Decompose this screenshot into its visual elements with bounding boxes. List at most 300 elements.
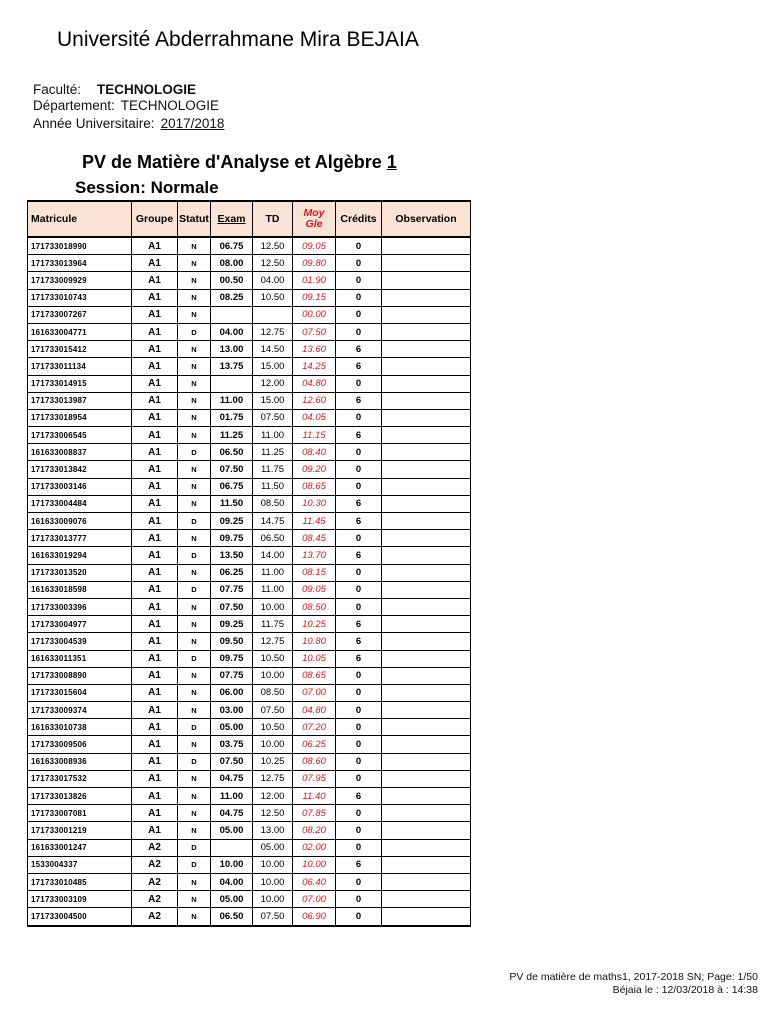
- table-row: [28, 547, 471, 564]
- year-line: [33, 116, 224, 131]
- table-row: [28, 495, 471, 512]
- cell-moy: 12.60: [293, 392, 336, 409]
- cell-moy: 11.45: [293, 513, 336, 530]
- cell-exam: 05.00: [211, 822, 253, 839]
- cell-statut: N: [178, 358, 211, 375]
- cell-credits: 0: [336, 255, 382, 272]
- cell-matricule: 171733013964: [28, 255, 132, 272]
- cell-exam: 01.75: [211, 409, 253, 426]
- cell-exam: 09.25: [211, 616, 253, 633]
- cell-td: [253, 306, 293, 323]
- cell-matricule: 1533004337: [28, 856, 132, 873]
- table-row: [28, 375, 471, 392]
- cell-statut: N: [178, 702, 211, 719]
- cell-matricule: 171733013987: [28, 392, 132, 409]
- cell-observation: [382, 684, 471, 701]
- cell-td: 14.50: [253, 341, 293, 358]
- cell-matricule: 171733015412: [28, 341, 132, 358]
- cell-td: 13.00: [253, 822, 293, 839]
- cell-statut: D: [178, 547, 211, 564]
- table-row: [28, 805, 471, 822]
- cell-matricule: 171733003146: [28, 478, 132, 495]
- cell-groupe: A1: [132, 513, 178, 530]
- cell-moy: 09.80: [293, 255, 336, 272]
- cell-observation: [382, 289, 471, 306]
- cell-credits: 0: [336, 873, 382, 890]
- table-row: [28, 444, 471, 461]
- cell-groupe: A1: [132, 237, 178, 255]
- cell-matricule: 171733010743: [28, 289, 132, 306]
- cell-groupe: A1: [132, 736, 178, 753]
- cell-observation: [382, 736, 471, 753]
- cell-moy: 09.05: [293, 581, 336, 598]
- cell-td: 12.50: [253, 237, 293, 255]
- cell-moy: 08.60: [293, 753, 336, 770]
- cell-credits: 0: [336, 770, 382, 787]
- table-header-row: [28, 201, 471, 237]
- cell-matricule: 161633008837: [28, 444, 132, 461]
- cell-credits: 0: [336, 684, 382, 701]
- table-row: [28, 306, 471, 323]
- table-row: [28, 289, 471, 306]
- cell-groupe: A1: [132, 358, 178, 375]
- cell-groupe: A1: [132, 392, 178, 409]
- table-row: [28, 237, 471, 255]
- column-header-statut: Statut: [178, 201, 211, 237]
- cell-groupe: A1: [132, 753, 178, 770]
- cell-groupe: A1: [132, 598, 178, 615]
- cell-td: 07.50: [253, 409, 293, 426]
- cell-observation: [382, 667, 471, 684]
- cell-credits: 0: [336, 237, 382, 255]
- cell-groupe: A1: [132, 461, 178, 478]
- cell-statut: N: [178, 805, 211, 822]
- cell-observation: [382, 805, 471, 822]
- cell-groupe: A1: [132, 375, 178, 392]
- cell-moy: 02.00: [293, 839, 336, 856]
- cell-statut: D: [178, 444, 211, 461]
- table-row: [28, 272, 471, 289]
- cell-matricule: 171733003109: [28, 891, 132, 908]
- cell-credits: 0: [336, 805, 382, 822]
- cell-exam: 07.75: [211, 581, 253, 598]
- cell-credits: 0: [336, 822, 382, 839]
- cell-observation: [382, 839, 471, 856]
- cell-statut: N: [178, 530, 211, 547]
- column-header-moy-line1: Moy: [303, 207, 325, 219]
- cell-exam: 09.75: [211, 530, 253, 547]
- cell-statut: N: [178, 289, 211, 306]
- cell-observation: [382, 856, 471, 873]
- cell-groupe: A1: [132, 616, 178, 633]
- cell-groupe: A2: [132, 856, 178, 873]
- cell-credits: 0: [336, 891, 382, 908]
- cell-statut: N: [178, 908, 211, 926]
- cell-credits: 0: [336, 564, 382, 581]
- pv-title-text: PV de Matière d'Analyse et Algèbre: [82, 152, 382, 172]
- cell-credits: 0: [336, 667, 382, 684]
- table-row: [28, 358, 471, 375]
- cell-statut: D: [178, 856, 211, 873]
- cell-td: 08.50: [253, 684, 293, 701]
- department-line: [33, 98, 219, 113]
- table-body: [28, 237, 471, 926]
- cell-observation: [382, 323, 471, 340]
- cell-exam: 13.00: [211, 341, 253, 358]
- table-row: [28, 323, 471, 340]
- cell-observation: [382, 255, 471, 272]
- table-row: [28, 856, 471, 873]
- cell-exam: [211, 375, 253, 392]
- cell-statut: N: [178, 495, 211, 512]
- cell-td: 12.75: [253, 770, 293, 787]
- cell-observation: [382, 822, 471, 839]
- cell-groupe: A1: [132, 788, 178, 805]
- cell-exam: 06.75: [211, 478, 253, 495]
- cell-groupe: A2: [132, 891, 178, 908]
- cell-credits: 0: [336, 736, 382, 753]
- cell-observation: [382, 908, 471, 926]
- cell-observation: [382, 581, 471, 598]
- cell-moy: 01.90: [293, 272, 336, 289]
- cell-td: 05.00: [253, 839, 293, 856]
- cell-statut: N: [178, 461, 211, 478]
- cell-groupe: A1: [132, 323, 178, 340]
- cell-exam: 03.75: [211, 736, 253, 753]
- faculty-label: Faculté:: [33, 82, 82, 97]
- table-row: [28, 788, 471, 805]
- footer-date: Béjaia le : 12/03/2018 à : 14:38: [612, 984, 758, 996]
- cell-statut: D: [178, 753, 211, 770]
- cell-matricule: 161633018598: [28, 581, 132, 598]
- cell-matricule: 161633008936: [28, 753, 132, 770]
- cell-moy: 04.80: [293, 702, 336, 719]
- cell-statut: N: [178, 272, 211, 289]
- table-row: [28, 684, 471, 701]
- cell-credits: 6: [336, 341, 382, 358]
- cell-matricule: 171733014915: [28, 375, 132, 392]
- cell-moy: 08.65: [293, 478, 336, 495]
- cell-groupe: A1: [132, 684, 178, 701]
- cell-statut: N: [178, 306, 211, 323]
- cell-statut: N: [178, 633, 211, 650]
- cell-groupe: A1: [132, 427, 178, 444]
- cell-exam: 11.00: [211, 788, 253, 805]
- column-header-credits: Crédits: [336, 201, 382, 237]
- cell-exam: 04.00: [211, 323, 253, 340]
- cell-exam: 07.50: [211, 461, 253, 478]
- cell-credits: 6: [336, 495, 382, 512]
- cell-matricule: 171733004484: [28, 495, 132, 512]
- cell-matricule: 171733006545: [28, 427, 132, 444]
- cell-moy: 10.00: [293, 856, 336, 873]
- cell-td: 12.00: [253, 375, 293, 392]
- cell-observation: [382, 547, 471, 564]
- cell-moy: 07.20: [293, 719, 336, 736]
- cell-td: 12.75: [253, 633, 293, 650]
- cell-moy: 08.50: [293, 598, 336, 615]
- cell-exam: 00.50: [211, 272, 253, 289]
- cell-td: 10.50: [253, 289, 293, 306]
- cell-statut: N: [178, 667, 211, 684]
- cell-moy: 07.85: [293, 805, 336, 822]
- cell-matricule: 171733004977: [28, 616, 132, 633]
- cell-statut: N: [178, 375, 211, 392]
- table-row: [28, 616, 471, 633]
- cell-observation: [382, 272, 471, 289]
- cell-observation: [382, 444, 471, 461]
- cell-td: 10.00: [253, 873, 293, 890]
- cell-td: 11.25: [253, 444, 293, 461]
- cell-groupe: A1: [132, 633, 178, 650]
- cell-moy: 10.05: [293, 650, 336, 667]
- table-row: [28, 822, 471, 839]
- cell-observation: [382, 788, 471, 805]
- cell-moy: 09.15: [293, 289, 336, 306]
- cell-statut: N: [178, 684, 211, 701]
- cell-groupe: A1: [132, 289, 178, 306]
- cell-statut: D: [178, 650, 211, 667]
- cell-td: 10.00: [253, 856, 293, 873]
- cell-credits: 0: [336, 908, 382, 926]
- cell-matricule: 171733009374: [28, 702, 132, 719]
- column-header-groupe: Groupe: [132, 201, 178, 237]
- cell-matricule: 171733003396: [28, 598, 132, 615]
- cell-groupe: A1: [132, 650, 178, 667]
- cell-td: 04.00: [253, 272, 293, 289]
- cell-moy: 06.90: [293, 908, 336, 926]
- cell-moy: 11.40: [293, 788, 336, 805]
- cell-statut: D: [178, 719, 211, 736]
- cell-matricule: 161633011351: [28, 650, 132, 667]
- column-header-matricule: Matricule: [28, 201, 132, 237]
- cell-groupe: A1: [132, 444, 178, 461]
- cell-observation: [382, 358, 471, 375]
- cell-exam: 06.50: [211, 444, 253, 461]
- cell-exam: 06.00: [211, 684, 253, 701]
- cell-matricule: 171733007267: [28, 306, 132, 323]
- table-row: [28, 908, 471, 926]
- cell-groupe: A1: [132, 272, 178, 289]
- cell-td: 12.50: [253, 805, 293, 822]
- cell-moy: 10.30: [293, 495, 336, 512]
- cell-observation: [382, 427, 471, 444]
- table-row: [28, 753, 471, 770]
- cell-matricule: 171733004500: [28, 908, 132, 926]
- department-label: Département:: [33, 98, 115, 113]
- cell-credits: 6: [336, 547, 382, 564]
- cell-observation: [382, 891, 471, 908]
- cell-groupe: A1: [132, 478, 178, 495]
- column-header-moy-line2: Gle: [305, 218, 323, 230]
- cell-exam: 05.00: [211, 891, 253, 908]
- cell-td: 11.50: [253, 478, 293, 495]
- cell-observation: [382, 409, 471, 426]
- cell-observation: [382, 478, 471, 495]
- cell-matricule: 171733009506: [28, 736, 132, 753]
- cell-exam: [211, 306, 253, 323]
- cell-moy: 11.15: [293, 427, 336, 444]
- cell-credits: 6: [336, 633, 382, 650]
- cell-moy: 08.45: [293, 530, 336, 547]
- department-value: TECHNOLOGIE: [120, 98, 220, 113]
- faculty-line: [33, 82, 196, 97]
- cell-exam: 03.00: [211, 702, 253, 719]
- cell-observation: [382, 495, 471, 512]
- cell-credits: 0: [336, 375, 382, 392]
- cell-td: 12.00: [253, 788, 293, 805]
- cell-statut: N: [178, 598, 211, 615]
- cell-observation: [382, 237, 471, 255]
- cell-statut: D: [178, 581, 211, 598]
- cell-td: 11.00: [253, 581, 293, 598]
- table-row: [28, 341, 471, 358]
- table-row: [28, 427, 471, 444]
- cell-observation: [382, 702, 471, 719]
- session-label: Session: Normale: [75, 178, 219, 197]
- cell-observation: [382, 650, 471, 667]
- cell-observation: [382, 392, 471, 409]
- cell-groupe: A1: [132, 530, 178, 547]
- cell-moy: 08.65: [293, 667, 336, 684]
- cell-statut: N: [178, 341, 211, 358]
- cell-td: 12.50: [253, 255, 293, 272]
- column-header-moy: [293, 201, 336, 237]
- cell-exam: 08.25: [211, 289, 253, 306]
- cell-td: 10.00: [253, 667, 293, 684]
- cell-td: 07.50: [253, 702, 293, 719]
- cell-td: 10.50: [253, 719, 293, 736]
- cell-moy: 13.70: [293, 547, 336, 564]
- cell-credits: 6: [336, 427, 382, 444]
- cell-groupe: A1: [132, 547, 178, 564]
- cell-groupe: A2: [132, 839, 178, 856]
- cell-moy: 09.05: [293, 237, 336, 255]
- cell-observation: [382, 341, 471, 358]
- cell-observation: [382, 564, 471, 581]
- cell-moy: 08.15: [293, 564, 336, 581]
- cell-matricule: 171733013777: [28, 530, 132, 547]
- cell-td: 12.75: [253, 323, 293, 340]
- cell-matricule: 171733001219: [28, 822, 132, 839]
- cell-statut: N: [178, 616, 211, 633]
- table-row: [28, 633, 471, 650]
- cell-credits: 0: [336, 478, 382, 495]
- cell-matricule: 171733015604: [28, 684, 132, 701]
- cell-observation: [382, 719, 471, 736]
- pv-title-number: 1: [386, 152, 397, 172]
- cell-credits: 0: [336, 719, 382, 736]
- cell-moy: 07.50: [293, 323, 336, 340]
- cell-matricule: 161633010738: [28, 719, 132, 736]
- cell-credits: 6: [336, 856, 382, 873]
- cell-matricule: 171733010485: [28, 873, 132, 890]
- cell-matricule: 171733004539: [28, 633, 132, 650]
- cell-credits: 0: [336, 598, 382, 615]
- cell-exam: 04.75: [211, 770, 253, 787]
- cell-statut: N: [178, 255, 211, 272]
- cell-observation: [382, 753, 471, 770]
- cell-groupe: A1: [132, 306, 178, 323]
- cell-statut: D: [178, 323, 211, 340]
- cell-statut: N: [178, 409, 211, 426]
- cell-matricule: 171733013826: [28, 788, 132, 805]
- cell-moy: 06.25: [293, 736, 336, 753]
- column-header-exam: [211, 201, 253, 237]
- year-value: 2017/2018: [160, 116, 225, 131]
- cell-matricule: 171733009929: [28, 272, 132, 289]
- column-header-exam-text: Exam: [217, 213, 246, 225]
- cell-credits: 0: [336, 839, 382, 856]
- cell-groupe: A1: [132, 770, 178, 787]
- cell-td: 10.00: [253, 598, 293, 615]
- cell-credits: 0: [336, 753, 382, 770]
- cell-statut: N: [178, 891, 211, 908]
- cell-statut: N: [178, 788, 211, 805]
- table-row: [28, 667, 471, 684]
- cell-moy: 00.00: [293, 306, 336, 323]
- cell-matricule: 171733018990: [28, 237, 132, 255]
- cell-moy: 14.25: [293, 358, 336, 375]
- table-row: [28, 736, 471, 753]
- cell-exam: 06.25: [211, 564, 253, 581]
- table-row: [28, 650, 471, 667]
- cell-exam: 08.00: [211, 255, 253, 272]
- cell-observation: [382, 598, 471, 615]
- cell-exam: 11.50: [211, 495, 253, 512]
- cell-groupe: A1: [132, 581, 178, 598]
- table-row: [28, 392, 471, 409]
- cell-moy: 10.80: [293, 633, 336, 650]
- faculty-value: TECHNOLOGIE: [97, 82, 197, 97]
- cell-exam: 07.50: [211, 598, 253, 615]
- cell-statut: N: [178, 770, 211, 787]
- cell-moy: 10.25: [293, 616, 336, 633]
- table-row: [28, 891, 471, 908]
- table-row: [28, 770, 471, 787]
- table-row: [28, 702, 471, 719]
- cell-exam: 10.00: [211, 856, 253, 873]
- cell-statut: N: [178, 564, 211, 581]
- cell-groupe: A2: [132, 873, 178, 890]
- cell-td: 11.00: [253, 564, 293, 581]
- cell-matricule: 161633001247: [28, 839, 132, 856]
- cell-td: 07.50: [253, 908, 293, 926]
- cell-matricule: 171733018954: [28, 409, 132, 426]
- cell-credits: 0: [336, 323, 382, 340]
- university-title: Université Abderrahmane Mira BEJAIA: [57, 28, 419, 51]
- cell-groupe: A2: [132, 908, 178, 926]
- year-label: Année Universitaire:: [33, 116, 155, 131]
- cell-td: 15.00: [253, 392, 293, 409]
- cell-statut: N: [178, 392, 211, 409]
- cell-td: 15.00: [253, 358, 293, 375]
- table-row: [28, 564, 471, 581]
- cell-statut: N: [178, 736, 211, 753]
- cell-td: 10.00: [253, 891, 293, 908]
- cell-credits: 6: [336, 616, 382, 633]
- cell-observation: [382, 633, 471, 650]
- column-header-observation: Observation: [382, 201, 471, 237]
- cell-statut: N: [178, 873, 211, 890]
- cell-matricule: 171733017532: [28, 770, 132, 787]
- cell-statut: N: [178, 478, 211, 495]
- cell-credits: 6: [336, 788, 382, 805]
- cell-td: 11.00: [253, 427, 293, 444]
- column-header-td: TD: [253, 201, 293, 237]
- table-row: [28, 530, 471, 547]
- cell-statut: N: [178, 237, 211, 255]
